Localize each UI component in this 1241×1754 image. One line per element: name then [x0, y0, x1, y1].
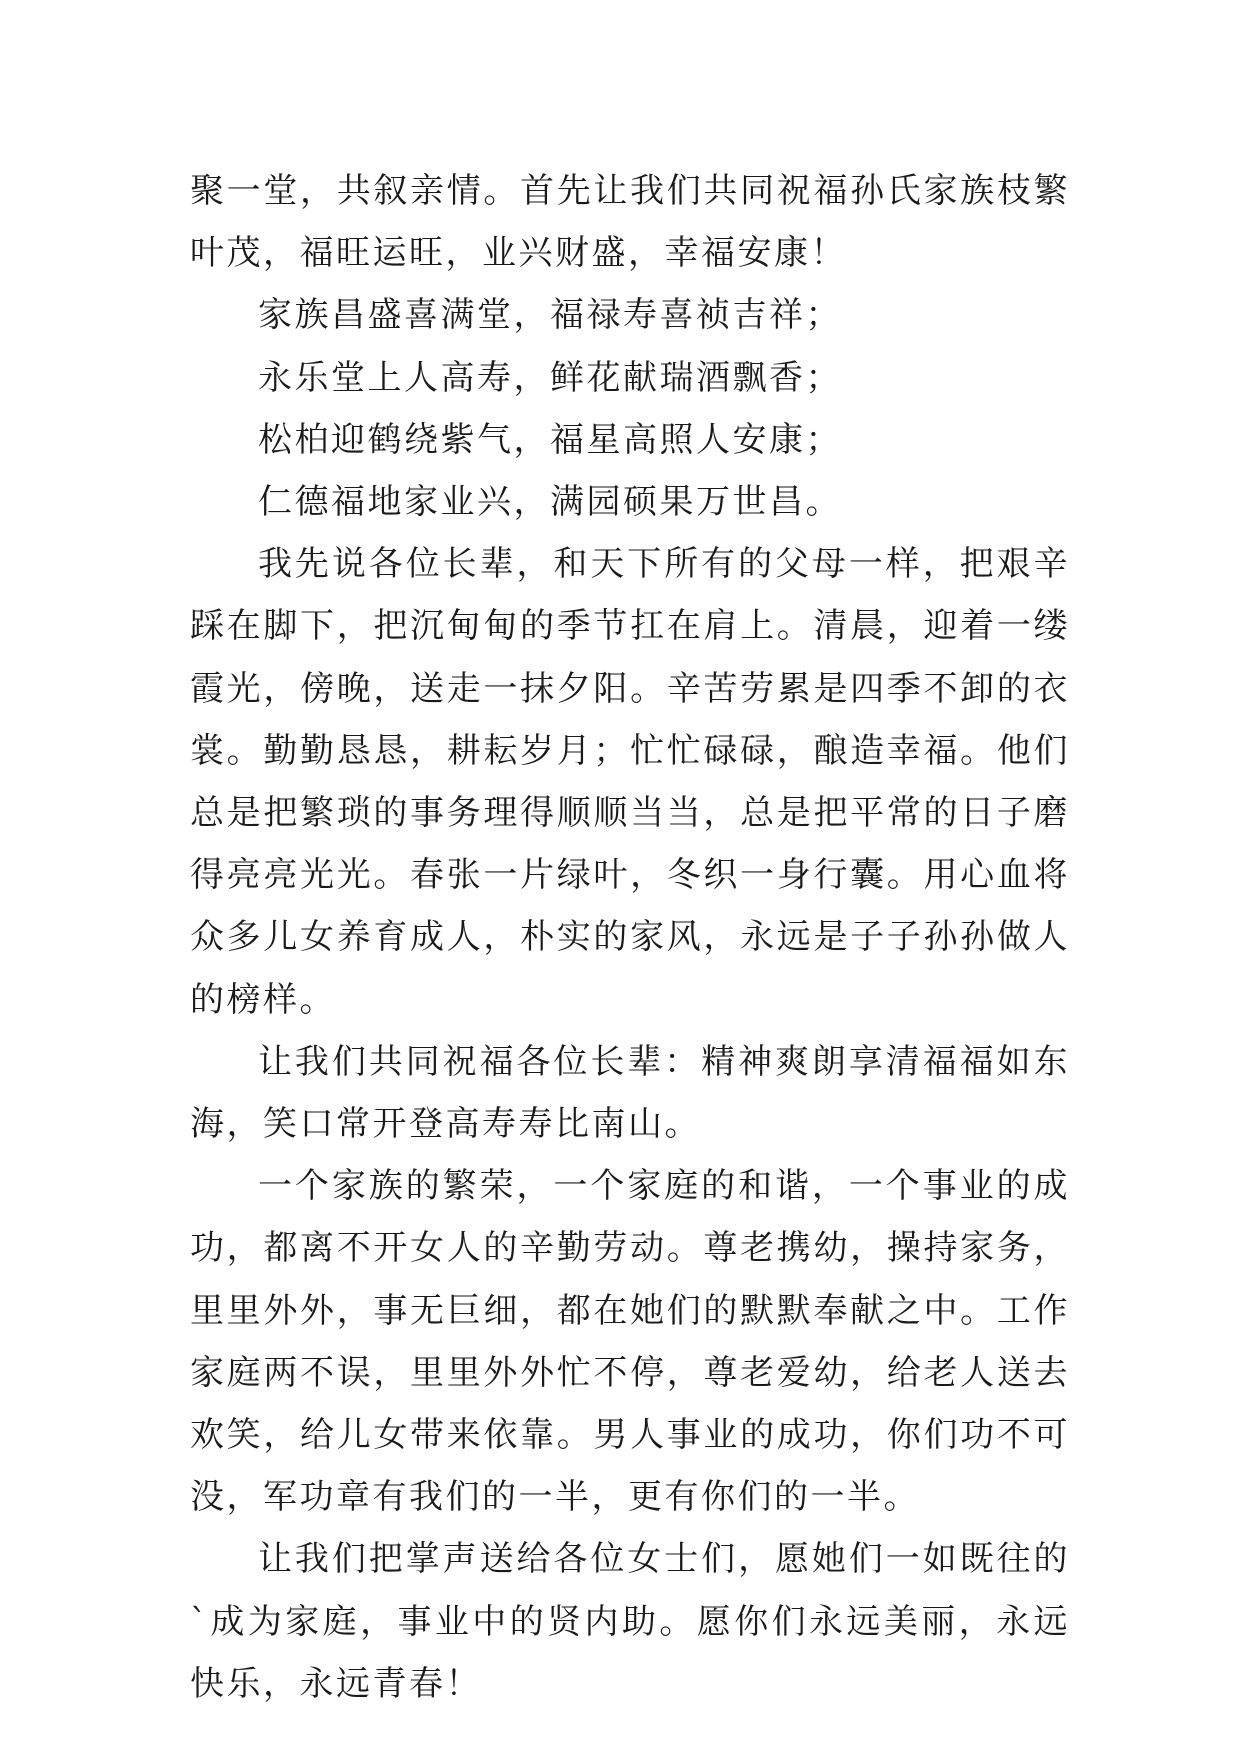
paragraph-elders: 我先说各位长辈，和天下所有的父母一样，把艰辛踩在脚下，把沉甸甸的季节扛在肩上。清晨，迎着一缕霞光，傍晚，送走一抹夕阳。辛苦劳累是四季不卸的衣裳。勤勤恳恳，耕耘岁月；忙忙碌碌，酿造幸福。他们总是把繁琐的事务理得顺顺当当，总是把平常的日子磨得亮亮光光。春张一片绿叶，冬织一身行囊。用心血将众多儿女养育成人，朴实的家风，永远是子子孙孙做人的榜样。	[190, 544, 1070, 1020]
poem-line-3: 松柏迎鹤绕紫气，福星高照人安康；	[258, 419, 842, 460]
paragraph-women-blessing: 让我们把掌声送给各位女士们，愿她们一如既往的`成为家庭，事业中的贤内助。愿你们永远美丽，永远快乐，永远青春！	[190, 1539, 1070, 1704]
paragraph-women: 一个家族的繁荣，一个家庭的和谐，一个事业的成功，都离不开女人的辛勤劳动。尊老携幼，操持家务，里里外外，事无巨细，都在她们的默默奉献之中。工作家庭两不误，里里外外忙不停，尊老爱幼，给老人送去欢笑，给儿女带来依靠。男人事业的成功，你们功不可没，军功章有我们的一半，更有你们的一半。	[190, 1166, 1070, 1518]
paragraph-elders-blessing: 让我们共同祝福各位长辈：精神爽朗享清福福如东海，笑口常开登高寿寿比南山。	[190, 1041, 1070, 1145]
poem-line-2: 永乐堂上人高寿，鲜花献瑞酒飘香；	[258, 357, 842, 398]
document-body	[190, 160, 1070, 1715]
paragraph-continued-blessing: 聚一堂，共叙亲情。首先让我们共同祝福孙氏家族枝繁叶茂，福旺运旺，业兴财盛，幸福安康！	[190, 171, 1070, 274]
poem-line-4: 仁德福地家业兴，满园硕果万世昌。	[258, 482, 842, 523]
poem-line-1: 家族昌盛喜满堂，福禄寿喜祯吉祥；	[258, 295, 842, 336]
